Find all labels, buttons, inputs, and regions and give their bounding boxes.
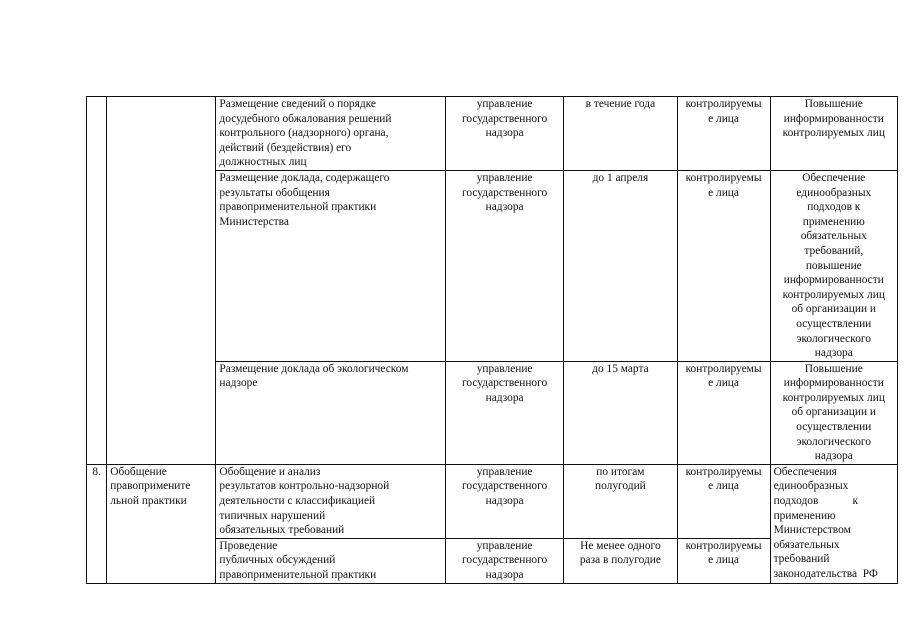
section-number: 8. (87, 464, 107, 583)
target-cell: контролируемы е лица (677, 538, 770, 583)
target-cell: контролируемы е лица (677, 361, 770, 464)
measure-cell: Обобщение и анализ результатов контрольно-надзорной деятельности с классификацией типичных нарушений обязательных требований (216, 464, 446, 538)
result-cell: Повышение информированности контролируемых лиц (770, 97, 897, 171)
responsible-cell: управление государственного надзора (445, 464, 563, 538)
section-title: Обобщение правопримените льной практики (107, 464, 216, 583)
responsible-cell: управление государственного надзора (445, 170, 563, 361)
deadline-cell: до 15 марта (564, 361, 677, 464)
deadline-cell: до 1 апреля (564, 170, 677, 361)
measure-cell: Размещение сведений о порядке досудебного обжалования решений контрольного (надзорного) органа, действий (бездействия) его должностных лиц (216, 97, 446, 171)
responsible-cell: управление государственного надзора (445, 97, 563, 171)
measure-cell: Размещение доклада об экологическом надзоре (216, 361, 446, 464)
measures-table (86, 96, 898, 584)
target-cell: контролируемы е лица (677, 170, 770, 361)
title-cell-empty (107, 97, 216, 465)
table-row (87, 464, 898, 538)
result-cell: Обеспечение единообразных подходов к применению обязательных требований, повышение информированности контролируемых лиц об организации и осуществлении экологического надзора (770, 170, 897, 361)
deadline-cell: по итогам полугодий (564, 464, 677, 538)
deadline-cell: Не менее одного раза в полугодие (564, 538, 677, 583)
deadline-cell: в течение года (564, 97, 677, 171)
target-cell: контролируемы е лица (677, 97, 770, 171)
responsible-cell: управление государственного надзора (445, 361, 563, 464)
measure-cell: Проведение публичных обсуждений правоприменительной практики (216, 538, 446, 583)
measure-cell: Размещение доклада, содержащего результаты обобщения правоприменительной практики Министерства (216, 170, 446, 361)
responsible-cell: управление государственного надзора (445, 538, 563, 583)
section-result: Обеспечения единообразных подходов к применению Министерством обязательных требований законодательства РФ (770, 464, 897, 583)
number-cell-empty (87, 97, 107, 465)
table-row (87, 97, 898, 171)
result-cell: Повышение информированности контролируемых лиц об организации и осуществлении экологического надзора (770, 361, 897, 464)
target-cell: контролируемы е лица (677, 464, 770, 538)
